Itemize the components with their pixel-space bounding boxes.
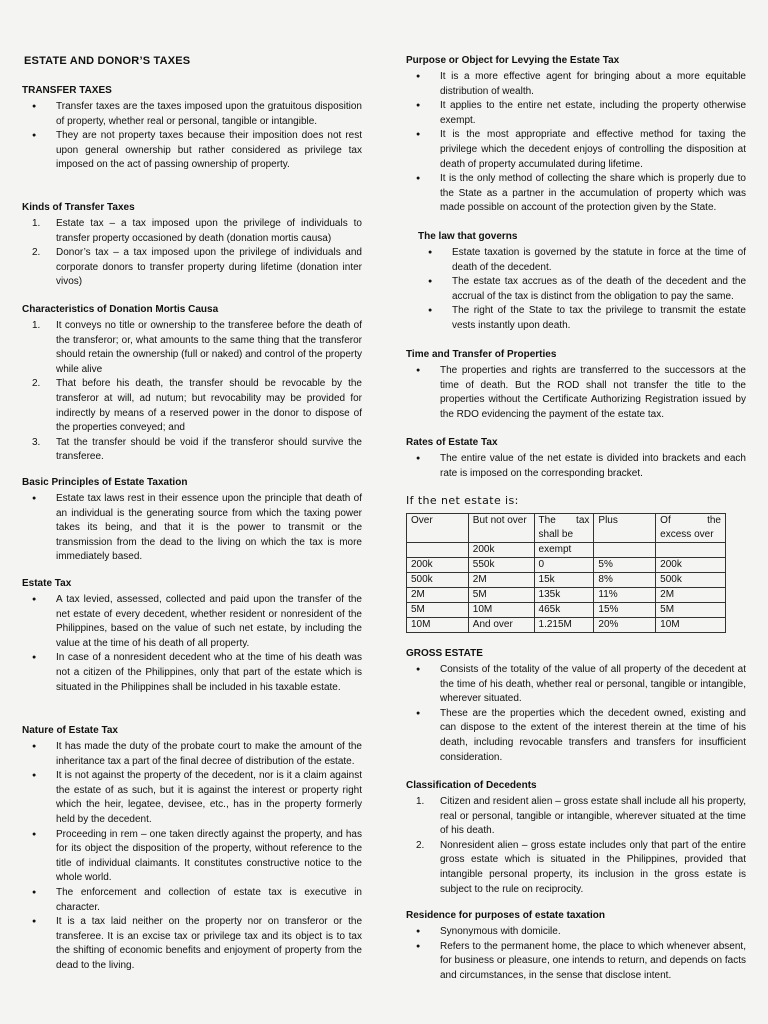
section-estate-tax [22,577,362,695]
table-row [407,602,726,617]
rates-table-block [406,494,746,633]
section-heading: Basic Principles of Estate Taxation [22,477,188,488]
table-header-row [407,513,726,542]
list-item [22,217,362,246]
list-item: ● Consists of the totality of the value of all property of the decedent at the time of his death, whether real or personal, tangible or intangible, wherever situated. [406,663,746,707]
list-item: ● It is the most appropriate and effective method for taxing the privilege which the decedent enjoys of controlling the disposition at death of property accumulated during lifetime. [406,128,746,172]
section-heading: Purpose or Object for Levying the Estate Tax [406,55,620,66]
list-item [406,839,746,897]
header-cell: But not over [468,513,534,542]
table-cell: 465k [534,602,594,617]
item-number: 1. [32,218,41,229]
table-cell: 5M [468,587,534,602]
table-cell: 20% [594,617,656,632]
list-item: ● It has made the duty of the probate court to make the amount of the inheritance tax a part of the final decree of distribution of the estate. [22,740,362,769]
list-item: ● Transfer taxes are the taxes imposed upon the gratuitous disposition of property, whether real or personal, tangible or intangible. [22,100,362,129]
item-text: Nonresident alien – gross estate includes only that part of the entire gross estate which is situated in the Philippines, provided that intangible personal property, its inclusion in the gross estate is subject to the rule on reciprocity. [440,839,746,895]
list-item: ● Refers to the permanent home, the place to which whenever absent, for business or pleasure, one intends to return, and depends on facts and circumstances, in the sense that disclose intent. [406,940,746,984]
section-rates-of-estate-tax [406,436,746,481]
list-item: ● These are the properties which the decedent owned, existing and can dispose to the extent of the interest therein at the time of his death, including revocable transfers and transfers for insufficient consideration. [406,707,746,765]
list-item: ● The properties and rights are transferred to the successors at the time of death. But the ROD shall not transfer the title to the properties without the Certificate Authorizing Registration issued by the RDO evidencing the payment of the estate tax. [406,364,746,422]
list-item [22,246,362,290]
item-number: 2. [32,378,41,390]
rates-table-heading: If the net estate is: [406,494,519,507]
list-item: ● The entire value of the net estate is divided into brackets and each rate is imposed on the corresponding bracket. [406,452,746,481]
section-nature-of-estate-tax [22,724,362,974]
table-row [407,572,726,587]
table-cell: 15k [534,572,594,587]
table-row [407,557,726,572]
section-heading: The law that governs [418,231,518,242]
table-cell: 10M [656,617,726,632]
table-cell: 500k [407,572,469,587]
section-classification-of-decedents [406,779,746,897]
list-item [22,319,362,377]
table-cell: 200k [468,542,534,557]
list-item: ● The right of the State to tax the privilege to transmit the estate vests instantly upon death. [418,304,746,333]
item-number: 2. [416,839,425,851]
item-text: Tat the transfer should be void if the transferor should survive the transferee. [56,436,362,463]
list-item: ● It is a more effective agent for bringing about a more equitable distribution of wealth. [406,70,746,99]
section-gross-estate [406,647,746,765]
table-cell [656,542,726,557]
table-cell: exempt [534,542,594,557]
table-cell: And over [468,617,534,632]
section-purpose [406,54,746,216]
table-cell: 2M [656,587,726,602]
table-cell: 2M [407,587,469,602]
table-cell: 8% [594,572,656,587]
section-law-that-governs [418,230,746,334]
list-item: ● It is a tax laid neither on the property nor on transferor or the transferee. It is an excise tax or privilege tax and its object is to tax the shifting of economic benefits and enjoyment of property from the dead to the living. [22,915,362,973]
table-cell: 5M [407,602,469,617]
list-item: ● It applies to the entire net estate, including the property otherwise exempt. [406,99,746,128]
section-heading: Classification of Decedents [406,780,537,791]
section-residence [406,909,746,983]
list-item: ● Proceeding in rem – one taken directly against the property, and has for its object the disposition of the property, without reference to the title of individual claimants. It constitutes constructive notice to the whole world. [22,828,362,886]
section-heading: TRANSFER TAXES [22,85,112,96]
list-item: ● It is not against the property of the decedent, nor is it a claim against the estate of as such, but it is against the interest or property right which the heir, legatee, devisee, etc., has in the property formerly held by the decedent. [22,769,362,827]
table-cell: 15% [594,602,656,617]
table-cell: 10M [407,617,469,632]
list-item: ● Synonymous with domicile. [406,925,746,940]
table-cell: 5% [594,557,656,572]
section-basic-principles [22,476,362,565]
item-number: 1. [416,796,425,807]
list-item: ● Estate tax laws rest in their essence upon the principle that death of an individual is the generating source from which the taxing power takes its being, and that it is the power to transmit or the transmission from the dead to the living on which the tax is more immediately based. [22,492,362,565]
table-cell: 11% [594,587,656,602]
section-heading: Time and Transfer of Properties [406,349,557,360]
list-item: ● In case of a nonresident decedent who at the time of his death was not a citizen of the Philippines, only that part of the estate which is situated in the Philippines shall be included in his taxable estate. [22,651,362,695]
table-cell: 5M [656,602,726,617]
table-cell: 1.215M [534,617,594,632]
section-heading: Rates of Estate Tax [406,437,498,448]
list-item: ● The estate tax accrues as of the death of the decedent and the accrual of the tax is distinct from the obligation to pay the same. [418,275,746,304]
item-text: That before his death, the transfer should be revocable by the transferor at will, ad nutum; but revocability may be provided for indirectly by means of a reserved power in the donor to dispose of the properties conveyed; and [56,378,362,434]
section-transfer-taxes [22,84,362,173]
section-time-and-transfer [406,348,746,422]
item-text: Citizen and resident alien – gross estate shall include all his property, real or personal, tangible or intangible, wherever situated at the time of his death. [440,796,746,837]
item-number: 3. [32,436,41,448]
document-title: ESTATE AND DONOR’S TAXES [24,55,191,67]
table-cell: 200k [407,557,469,572]
table-cell [594,542,656,557]
item-number: 2. [32,247,41,259]
list-item: ● The enforcement and collection of estate tax is executive in character. [22,886,362,915]
header-cell: Over [407,513,469,542]
table-cell: 500k [656,572,726,587]
header-cell: Of the excess over [656,513,726,542]
section-heading: Estate Tax [22,578,72,589]
section-heading: Characteristics of Donation Mortis Causa [22,304,219,315]
table-cell [407,542,469,557]
table-row [407,542,726,557]
header-cell: Plus [594,513,656,542]
section-heading: Nature of Estate Tax [22,725,118,736]
table-cell: 2M [468,572,534,587]
table-cell: 10M [468,602,534,617]
section-heading: Residence for purposes of estate taxation [406,910,605,921]
list-item: ● Estate taxation is governed by the statute in force at the time of death of the decedent. [418,246,746,275]
rates-table [406,513,726,633]
list-item: ● It is the only method of collecting the share which is properly due to the State as a partner in the accumulation of property which was made possible on account of the protection given by the State. [406,172,746,216]
section-kinds-of-transfer-taxes [22,201,362,290]
table-cell: 550k [468,557,534,572]
list-item: ● A tax levied, assessed, collected and paid upon the transfer of the net estate of every decedent, whether resident or nonresident of the Philippines, based on the value of such net estate, by including the value at the time of his death of all property. [22,593,362,651]
list-item: ● They are not property taxes because their imposition does not rest upon general ownership but rather considered as privilege tax imposed on the act of passing ownership of property. [22,129,362,173]
item-number: 1. [32,320,41,331]
list-item [22,436,362,465]
table-cell: 200k [656,557,726,572]
table-cell: 0 [534,557,594,572]
table-row [407,617,726,632]
table-cell: 135k [534,587,594,602]
item-text: It conveys no title or ownership to the transferee before the death of the transferor; or, what amounts to the same thing that the transferor should retain the ownership (full or naked) and control of the property while alive [56,320,362,375]
section-characteristics [22,303,362,465]
table-row [407,587,726,602]
list-item [22,377,362,435]
list-item [406,795,746,839]
section-heading: Kinds of Transfer Taxes [22,202,135,213]
item-text: Donor’s tax – a tax imposed upon the privilege of individuals and corporate donors to transfer property during lifetime (donation inter vivos) [56,247,362,288]
item-text: Estate tax – a tax imposed upon the privilege of individuals to transfer property occasioned by death (donation mortis causa) [56,218,362,244]
header-cell: The tax shall be [534,513,594,542]
section-heading: GROSS ESTATE [406,648,483,659]
